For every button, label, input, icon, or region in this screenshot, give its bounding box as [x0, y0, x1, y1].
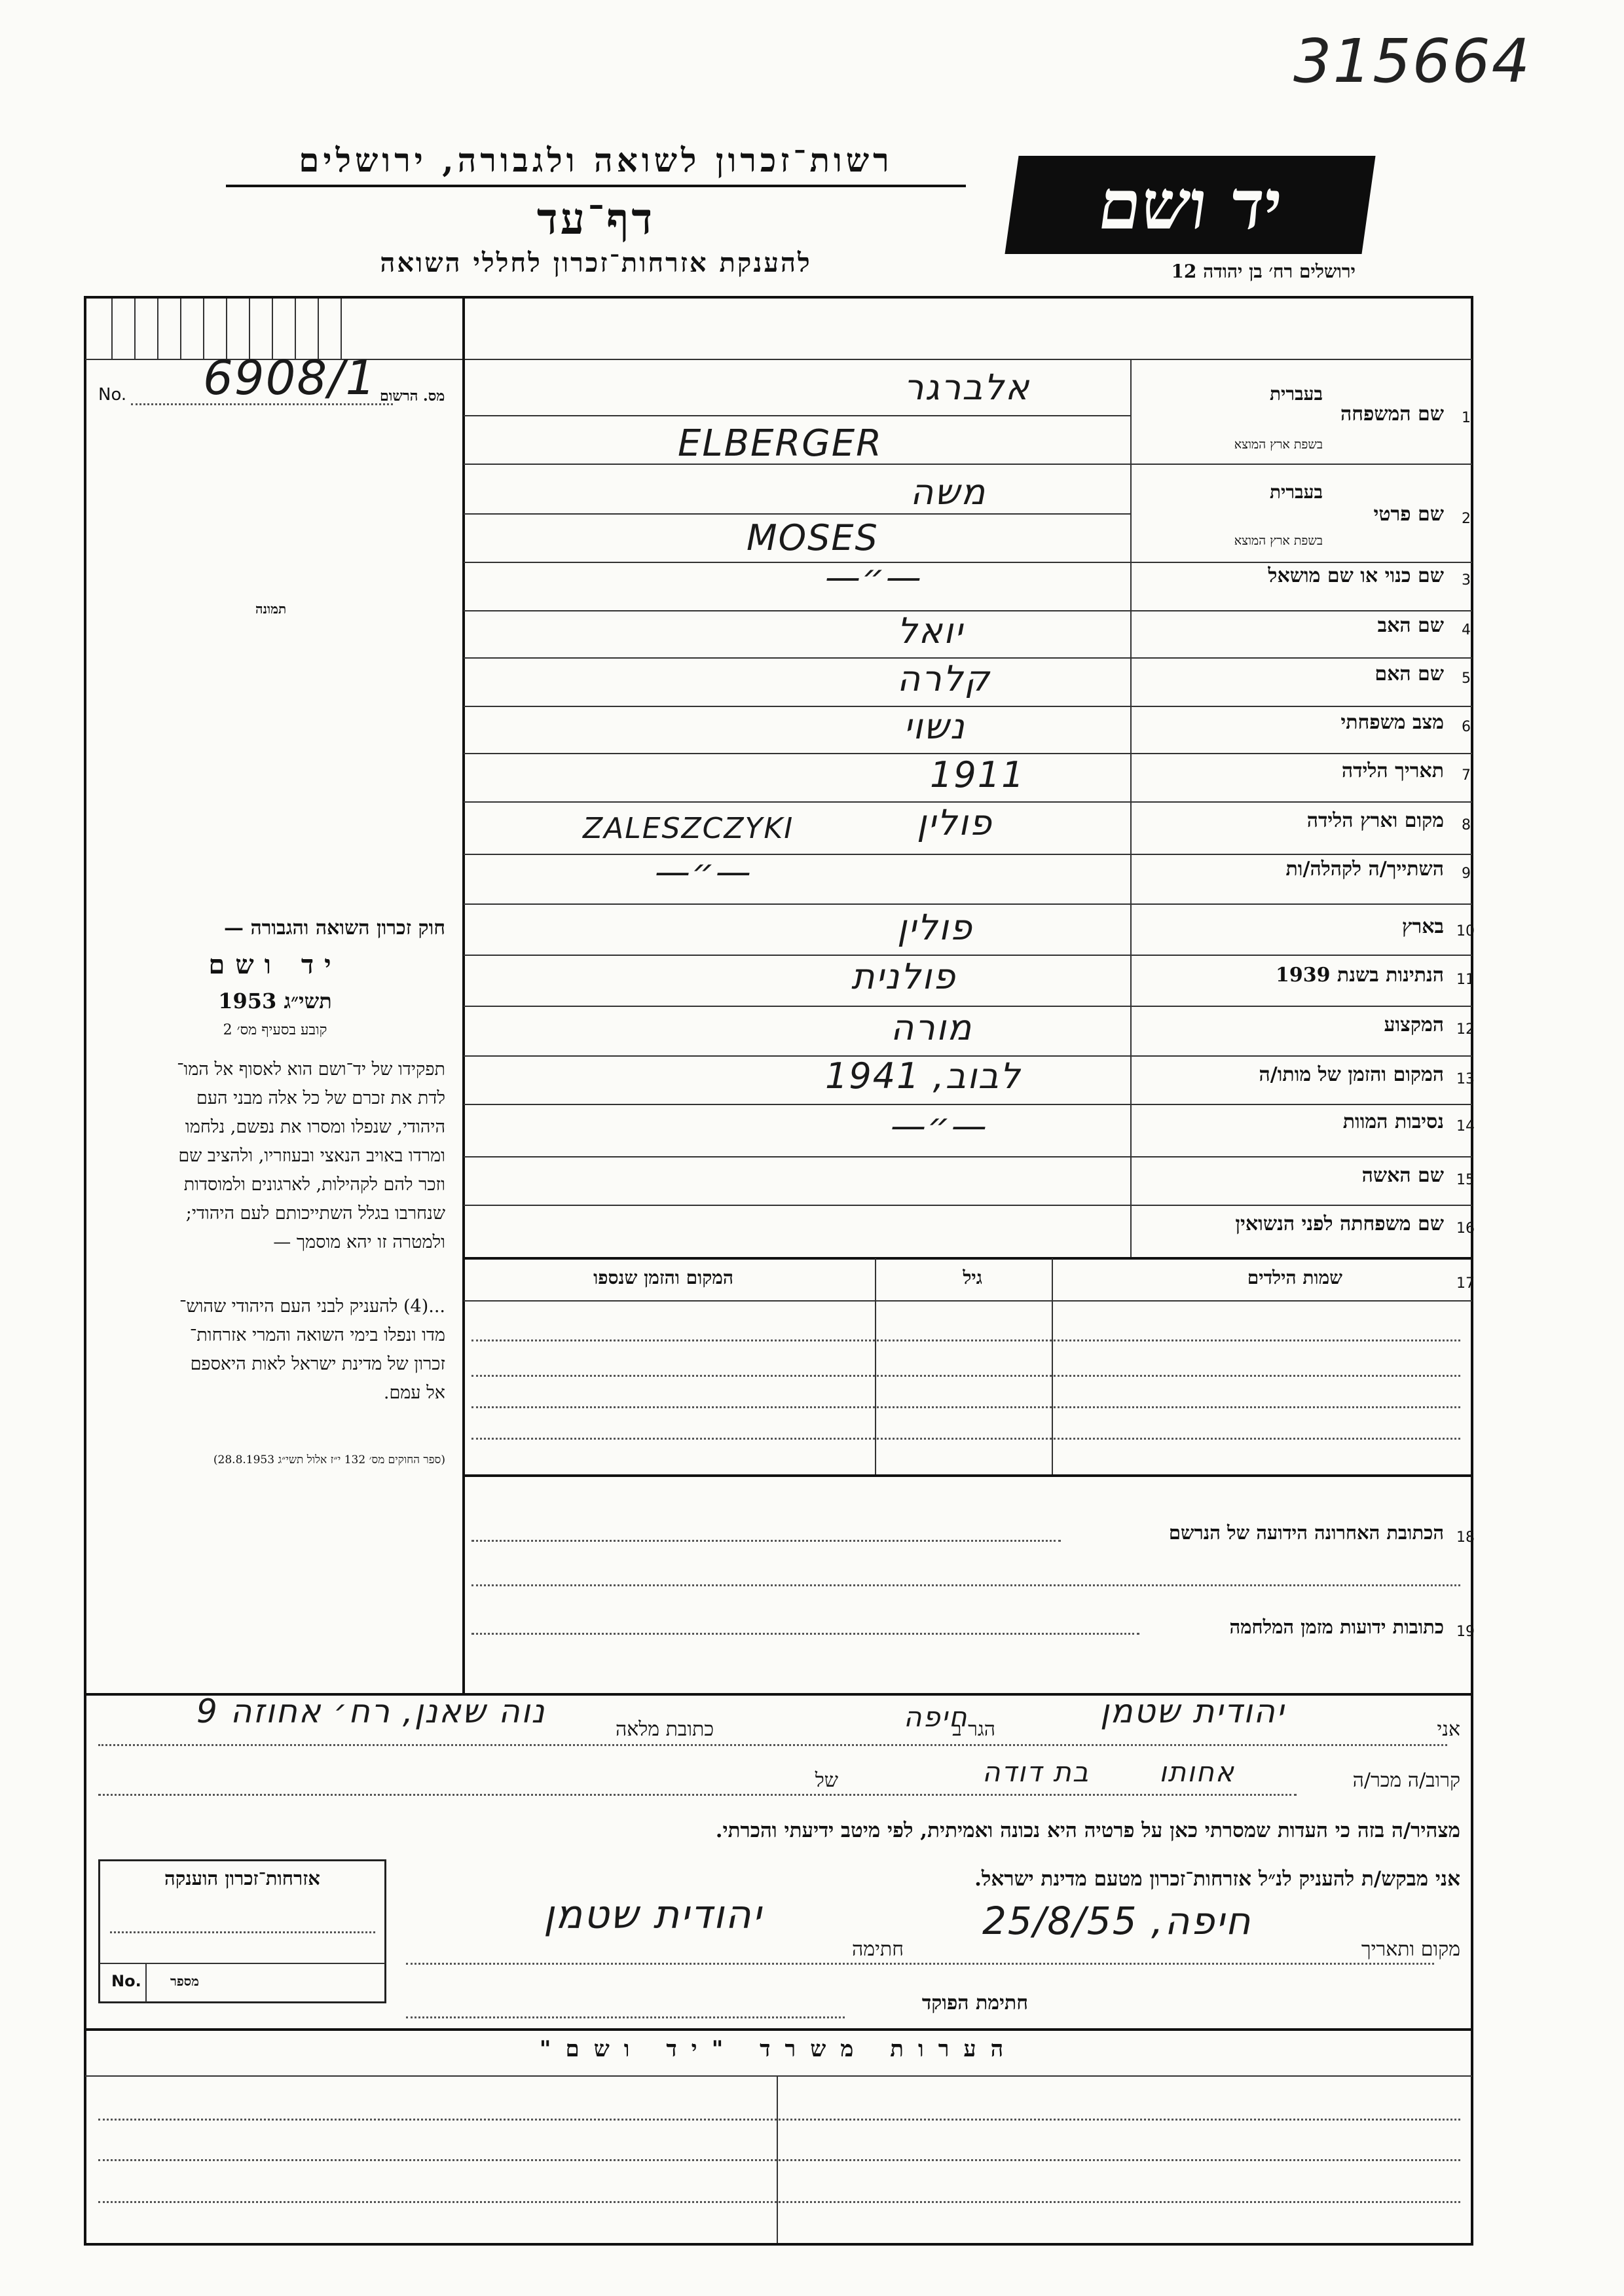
- org-name: רשות־זכרון לשואה ולגבורה, ירושלים: [299, 141, 893, 179]
- law-year: תשי״ג 1953: [218, 989, 332, 1013]
- row-line: [464, 513, 1132, 515]
- field-13-value: לבוב, 1941: [825, 1055, 1022, 1097]
- law-para1-line: תפקידו של יד־ושם הוא לאסוף אל המו־: [177, 1059, 445, 1080]
- children-row: [471, 1339, 1460, 1341]
- field-18-dots: [471, 1584, 1460, 1586]
- registry-number-label: מס. הרשום: [380, 388, 445, 405]
- field-18-number: 18: [1456, 1529, 1475, 1546]
- law-para1-line: היהודי, שנפלו ומסרו את נפשם, נלחמו: [185, 1117, 445, 1137]
- row-line: [464, 955, 1472, 956]
- header-underline: [226, 185, 966, 187]
- field-4-value: יואל: [897, 610, 964, 651]
- field-8-value: פולין: [917, 802, 993, 843]
- field-18-label: הכתובת האחרונה הידועה של הנרשם: [1168, 1522, 1444, 1544]
- decl-line-3-dots: [406, 1963, 1434, 1965]
- field-13-label: המקום והזמן של מותו/ה: [1259, 1063, 1444, 1086]
- field-9-label: השתייך/ה לקהלה/ות: [1285, 858, 1444, 881]
- law-para2-line: ...(4) להעניק לבני העם היהודי שהוש־: [179, 1296, 445, 1317]
- decl-line-1-dots: [98, 1744, 1447, 1746]
- field-2-label: שם פרטי: [1373, 503, 1444, 526]
- row-line: [464, 610, 1472, 611]
- tick: [180, 299, 181, 359]
- field-12-label: המקצוע: [1384, 1013, 1444, 1036]
- field-10-value: פולין: [897, 907, 973, 948]
- field-4-number: 4: [1462, 622, 1471, 638]
- yad-vashem-logo: יד ושם: [1005, 156, 1375, 254]
- field-5-number: 5: [1462, 670, 1471, 687]
- field-13-number: 13: [1456, 1071, 1475, 1087]
- law-name: יד ושם: [208, 949, 342, 980]
- decl-line-2-dots: [98, 1794, 1297, 1796]
- field-1-value-origin: ELBERGER: [678, 422, 883, 465]
- law-para1-line: וזכר להם לקהילות, לארגונים ולמוסדות: [183, 1175, 445, 1195]
- citizenship-box-number-label: מספר: [170, 1973, 199, 1989]
- decl-of-label: של: [815, 1769, 838, 1792]
- law-para1-line: ומרדו באויב הנאצי ובעוזריו, ולהציב שם: [178, 1146, 445, 1166]
- decl-ani-label: אני: [1437, 1718, 1460, 1741]
- field-10-number: 10: [1456, 923, 1475, 939]
- decl-signature-value: יהודית שטמן: [544, 1892, 763, 1938]
- field-7-number: 7: [1462, 767, 1471, 784]
- field-9-number: 9: [1462, 866, 1471, 882]
- form-title: דף־עד: [536, 193, 655, 244]
- field-6-number: 6: [1462, 719, 1471, 735]
- decl-signature-label: חתימה: [852, 1938, 904, 1961]
- children-row: [471, 1438, 1460, 1440]
- decl-officer-signature-label: חתימת הפוקד: [921, 1992, 1028, 2014]
- field-16-label: שם משפחתה לפני הנשואין: [1235, 1212, 1444, 1235]
- children-col-divider: [875, 1258, 876, 1474]
- field-14-number: 14: [1456, 1118, 1475, 1135]
- decl-ani-value: יהודית שטמן: [1100, 1692, 1285, 1730]
- field-8-label: מקום וארץ הלידה: [1306, 809, 1444, 832]
- field-19-dots: [471, 1633, 1139, 1635]
- remarks-header-line: [85, 2075, 1472, 2077]
- law-para2-line: אל עמם.: [383, 1383, 445, 1403]
- photo-label: תמונה: [255, 601, 287, 617]
- children-row: [471, 1406, 1460, 1408]
- law-para2-line: מדו ונפלו בימי השואה והמרי אזרחות־: [189, 1325, 445, 1345]
- field-10-label: בארץ: [1401, 915, 1444, 938]
- remarks-row: [98, 2119, 1460, 2121]
- decl-full-address-value: נוה שאנן, רח׳ אחוזה 9: [196, 1692, 546, 1730]
- archive-number: 315664: [1293, 26, 1532, 96]
- field-2-value-origin: MOSES: [747, 517, 879, 558]
- children-names-header: שמות הילדים: [1247, 1267, 1342, 1288]
- children-header-line: [464, 1300, 1472, 1302]
- citizenship-box-vdivider: [145, 1964, 147, 2002]
- decl-full-address-label: כתובת מלאה: [616, 1718, 714, 1741]
- decl-request: אני מבקש/ת להעניק לנ״ל אזרחות־זכרון מטעם מדינת ישראל.: [974, 1867, 1460, 1891]
- field-15-label: שם האשה: [1361, 1164, 1444, 1187]
- field-11-label: הנתינות בשנת 1939: [1275, 964, 1444, 987]
- field-8-number: 8: [1462, 817, 1471, 833]
- tick: [111, 299, 113, 359]
- remarks-top-line: [85, 2028, 1472, 2031]
- field-7-value: 1911: [930, 754, 1025, 795]
- row-line: [464, 562, 1472, 563]
- field-17-number: 17: [1456, 1275, 1475, 1292]
- logo-address: ירושלים רח׳ בן יהודה 12: [1171, 261, 1356, 282]
- decl-officer-dots: [406, 2016, 845, 2018]
- label-column-divider: [1130, 359, 1132, 1257]
- citizenship-box-no: No.: [111, 1972, 141, 1990]
- field-3-label: שם כנוי או שם מושאל: [1268, 564, 1444, 587]
- law-para1-line: ולמטרה זו יהא מוסמך —: [273, 1232, 445, 1252]
- left-column-divider: [462, 299, 465, 1693]
- decl-place-date-label: מקום ותאריך: [1361, 1938, 1460, 1961]
- registry-number-value: 6908/1: [203, 350, 377, 405]
- field-15-number: 15: [1456, 1172, 1475, 1188]
- remarks-row: [98, 2201, 1460, 2203]
- field-3-value: —״—: [825, 556, 923, 598]
- field-8-city-value: ZALESZCZYKI: [583, 812, 794, 845]
- field-14-label: נסיבות המוות: [1342, 1110, 1444, 1133]
- field-19-number: 19: [1456, 1624, 1475, 1640]
- field-1-origin-sub: בשפת ארץ המוצא: [1234, 437, 1323, 452]
- form-subtitle: להענקת אזרחות־זכרון לחללי השואה: [380, 247, 812, 278]
- tick: [134, 299, 136, 359]
- field-2-number: 2: [1462, 511, 1471, 527]
- row-line: [464, 854, 1472, 855]
- row-line: [464, 1205, 1472, 1206]
- citizenship-box-divider: [100, 1963, 385, 1964]
- field-16-number: 16: [1456, 1220, 1475, 1237]
- field-2-hebrew-sub: בעברית: [1269, 481, 1323, 503]
- field-4-label: שם האב: [1377, 614, 1444, 637]
- remarks-row: [98, 2159, 1460, 2161]
- field-5-label: שם האם: [1375, 663, 1444, 685]
- decl-place-date-value: חיפה, 25/8/55: [982, 1899, 1252, 1943]
- decl-resident-value: חיפה: [904, 1701, 969, 1733]
- children-bottom-line: [464, 1474, 1472, 1477]
- field-12-value: מורה: [891, 1007, 973, 1048]
- row-line: [464, 464, 1472, 465]
- field-18-dots: [471, 1540, 1061, 1542]
- row-line: [464, 1156, 1472, 1157]
- field-12-number: 12: [1456, 1021, 1475, 1038]
- row-line: [464, 1257, 1472, 1260]
- citizenship-box-dots: [110, 1931, 375, 1933]
- law-para2-line: זכרון של מדינת ישראל לאות היאספם: [190, 1354, 445, 1374]
- tick: [157, 299, 158, 359]
- field-19-label: כתובות ידועות מזמן המלחמה: [1229, 1616, 1444, 1638]
- law-clause: קובע בסעיף מס׳ 2: [223, 1022, 327, 1038]
- field-3-number: 3: [1462, 572, 1471, 589]
- registry-no-label: No.: [98, 385, 127, 405]
- citizenship-box-title: אזרחות־זכרון הוענקה: [164, 1867, 320, 1889]
- field-9-value: —״—: [655, 851, 752, 892]
- field-1-label: שם המשפחה: [1340, 403, 1444, 426]
- field-1-hebrew-sub: בעברית: [1269, 383, 1323, 405]
- decl-relative-label: קרוב/ה מכר/ה: [1352, 1769, 1460, 1792]
- decl-daughter-value: בת דודה: [982, 1756, 1090, 1788]
- law-heading: חוק זכרון השואה והגבורה —: [224, 917, 445, 939]
- row-line: [464, 706, 1472, 707]
- field-6-label: מצב משפחתי: [1340, 711, 1444, 734]
- remarks-heading: הערות משרד "יד ושם": [539, 2036, 1018, 2062]
- children-row: [471, 1375, 1460, 1377]
- field-2-origin-sub: בשפת ארץ המוצא: [1234, 534, 1323, 548]
- children-place-header: המקום והזמן שנספו: [593, 1267, 733, 1288]
- field-11-number: 11: [1456, 972, 1475, 988]
- row-line: [464, 903, 1472, 905]
- field-5-value: קלרה: [897, 658, 991, 699]
- field-1-number: 1: [1462, 410, 1471, 426]
- row-line: [464, 415, 1132, 416]
- children-col-divider: [1052, 1258, 1053, 1474]
- law-citation: (ספר החוקים מס׳ 132 י״ז אלול תשי״ג 28.8.1953): [213, 1453, 445, 1467]
- children-age-header: גיל: [963, 1267, 982, 1288]
- law-para1-line: שנחרבו בגלל השתייכותם לעם היהודי;: [185, 1203, 445, 1224]
- field-7-label: תאריך הלידה: [1341, 759, 1444, 782]
- field-1-value-hebrew: אלברגר: [904, 367, 1031, 408]
- law-para1-line: לדת את זכרם של כל אלה מבני העם: [196, 1088, 445, 1108]
- field-6-value: נשוי: [904, 706, 966, 747]
- field-2-value-hebrew: משה: [910, 471, 987, 513]
- decl-statement: מצהיר/ה בזה כי העדות שמסרתי כאן על פרטיה היא נכונה ואמיתית, לפי מיטב ידיעתי והכרתי.: [715, 1819, 1460, 1842]
- field-11-value: פולנית: [851, 956, 957, 997]
- decl-resident-label: הגר ב: [952, 1718, 995, 1741]
- decl-relative-value: אחותו: [1159, 1756, 1236, 1788]
- field-14-value: —״—: [891, 1105, 988, 1146]
